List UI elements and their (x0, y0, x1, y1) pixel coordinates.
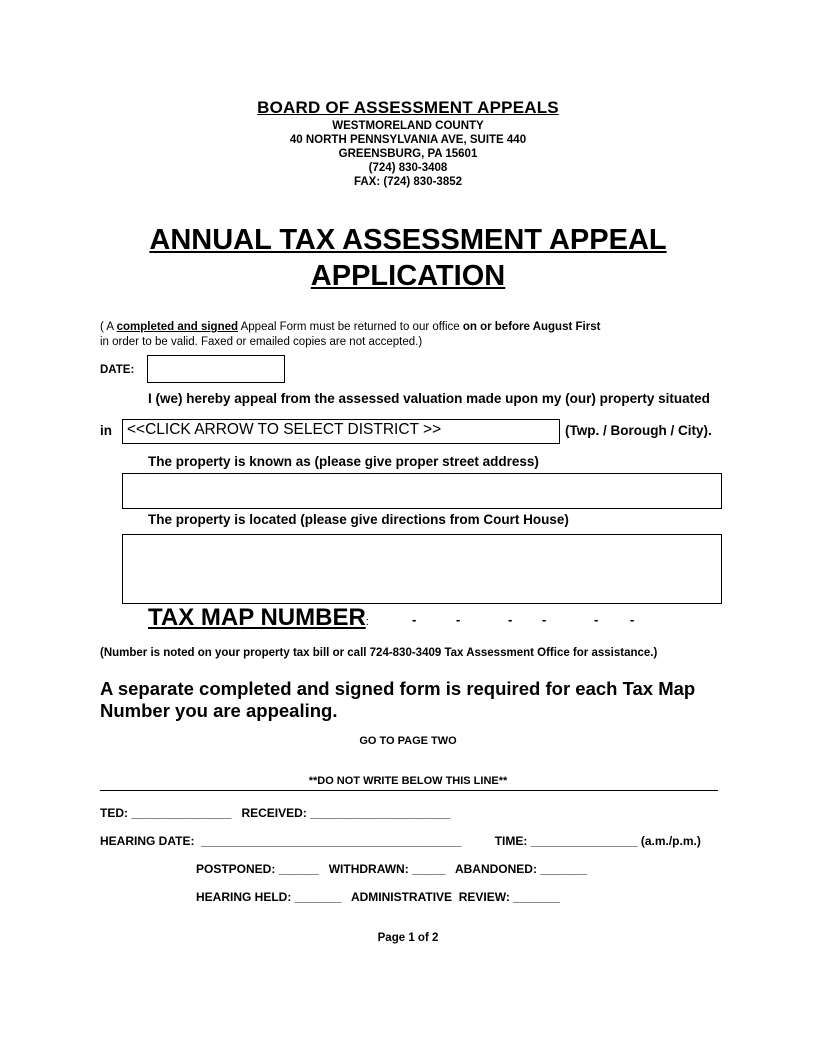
tax-map-dash: - (456, 612, 461, 627)
city-address: GREENSBURG, PA 15601 (338, 148, 478, 160)
board-title: BOARD OF ASSESSMENT APPEALS (257, 98, 559, 117)
tax-map-dash: - (412, 612, 417, 627)
tax-map-label (148, 604, 369, 632)
form-title-line1: ANNUAL TAX ASSESSMENT APPEAL (149, 224, 667, 256)
phone-number: (724) 830-3408 (368, 162, 448, 174)
tax-map-dash: - (594, 612, 599, 627)
do-not-write-heading: **DO NOT WRITE BELOW THIS LINE** (308, 775, 508, 787)
tax-map-colon: : (365, 616, 369, 628)
tax-map-label-text: TAX MAP NUMBER (148, 604, 366, 631)
district-prefix: in (100, 423, 112, 438)
office-line-hearing-date: HEARING DATE: _______________________________________ TIME: ________________ (a.m./p.m.) (100, 834, 701, 848)
tax-map-note: (Number is noted on your property tax bill or call 724-830-3409 Tax Assessment Office for assistance.) (100, 647, 658, 659)
tax-map-dash: - (508, 612, 513, 627)
tax-map-dash: - (542, 612, 547, 627)
intro-paragraph (100, 320, 700, 350)
office-line-hearing-held: HEARING HELD: _______ ADMINISTRATIVE REVIEW: _______ (196, 890, 560, 904)
form-title-line2: APPLICATION (310, 260, 506, 292)
property-address-label: The property is known as (please give proper street address) (148, 454, 539, 469)
county-name: WESTMORELAND COUNTY (332, 120, 484, 132)
form-title (0, 222, 816, 294)
intro-prefix: ( A (100, 321, 117, 333)
separate-form-notice: A separate completed and signed form is required for each Tax Map Number you are appealing. (100, 678, 696, 721)
date-input[interactable] (147, 355, 285, 383)
fax-number: FAX: (724) 830-3852 (353, 176, 463, 188)
appeal-statement: I (we) hereby appeal from the assessed valuation made upon my (our) property situated (148, 391, 710, 406)
date-label: DATE: (100, 364, 135, 376)
divider-line (100, 790, 718, 791)
intro-line2: in order to be valid. Faxed or emailed copies are not accepted.) (100, 336, 423, 348)
page-number: Page 1 of 2 (377, 932, 439, 944)
intro-completed-signed: completed and signed (116, 321, 239, 333)
office-line-received: TED: _______________ RECEIVED: _____________________ (100, 806, 451, 820)
district-suffix: (Twp. / Borough / City). (565, 423, 712, 438)
district-select[interactable]: <<CLICK ARROW TO SELECT DISTRICT >> (122, 419, 560, 444)
office-line-status: POSTPONED: ______ WITHDRAWN: _____ ABANDONED: _______ (196, 862, 588, 876)
go-to-page-two: GO TO PAGE TWO (359, 735, 457, 747)
property-location-label: The property is located (please give directions from Court House) (148, 512, 569, 527)
property-location-input[interactable] (122, 534, 722, 604)
tax-map-dash: - (630, 612, 635, 627)
property-address-input[interactable] (122, 473, 722, 509)
intro-middle: Appeal Form must be returned to our office (238, 321, 463, 333)
intro-deadline: on or before August First (462, 321, 601, 333)
street-address: 40 NORTH PENNSYLVANIA AVE, SUITE 440 (289, 134, 527, 146)
